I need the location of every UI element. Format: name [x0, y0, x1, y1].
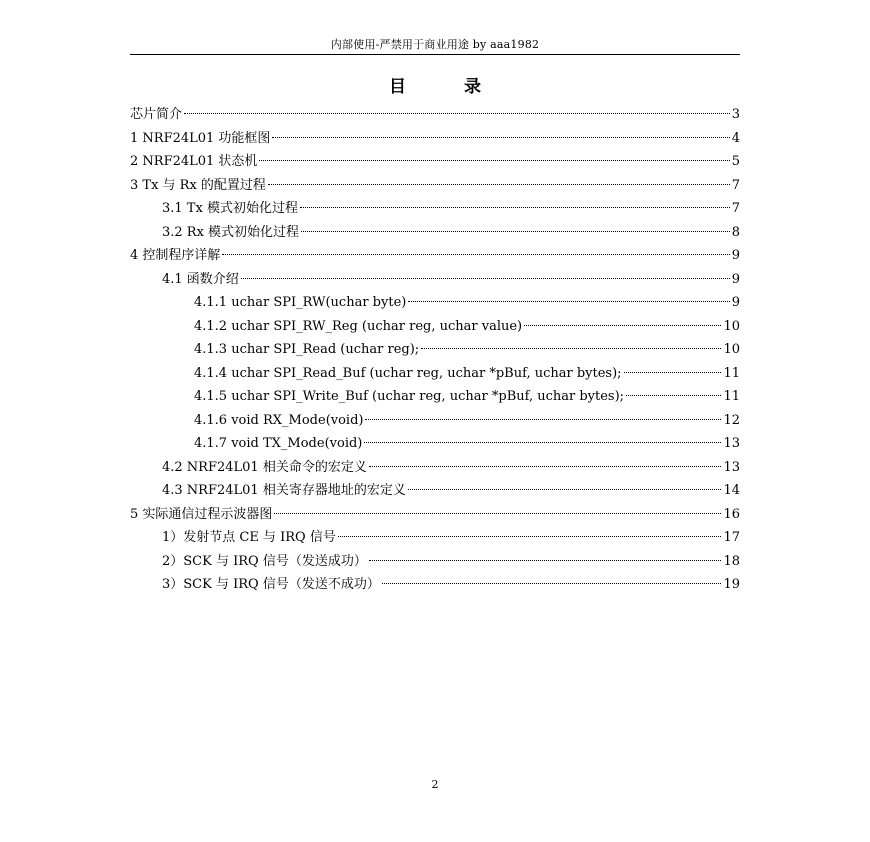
- toc-entry-page: 7: [731, 177, 740, 193]
- toc-entry-label: 芯片简介: [130, 107, 183, 122]
- toc-entry[interactable]: [130, 432, 740, 456]
- toc-entry-page: 13: [723, 436, 740, 451]
- toc-entry-page: 11: [723, 365, 740, 381]
- toc-entry-page: 11: [723, 389, 740, 404]
- toc-dot-leader: [408, 301, 729, 302]
- toc-entry-label: 4.1.4 uchar SPI_Read_Buf (uchar reg, uchar *pBuf, uchar bytes);: [194, 365, 622, 381]
- toc-entry[interactable]: [130, 362, 740, 386]
- toc-dot-leader: [338, 536, 722, 537]
- toc-entry-page: 4: [731, 130, 740, 146]
- toc-dot-leader: [382, 583, 722, 584]
- toc-entry[interactable]: [130, 150, 740, 174]
- toc-entry[interactable]: [130, 291, 740, 315]
- toc-entry-label: 4.1.5 uchar SPI_Write_Buf (uchar reg, uchar *pBuf, uchar bytes);: [194, 389, 625, 404]
- toc-entry-label: 4 控制程序详解: [130, 248, 221, 263]
- toc-entry-page: 12: [723, 412, 740, 428]
- toc-entry-label: 1）发射节点 CE 与 IRQ 信号: [162, 530, 336, 545]
- page-number: 2: [431, 778, 439, 791]
- toc-dot-leader: [421, 348, 721, 349]
- toc-entry-page: 8: [731, 224, 740, 240]
- toc-entry[interactable]: [130, 550, 740, 574]
- toc-entry-label: 4.1 函数介绍: [162, 271, 239, 287]
- toc-entry[interactable]: [130, 244, 740, 268]
- toc-entry-label: 3 Tx 与 Rx 的配置过程: [130, 177, 266, 193]
- toc-entry[interactable]: [130, 338, 740, 362]
- toc-entry-page: 13: [723, 459, 740, 475]
- toc-entry-label: 3.2 Rx 模式初始化过程: [162, 224, 300, 240]
- toc-dot-leader: [259, 160, 729, 161]
- toc-dot-leader: [222, 254, 729, 255]
- toc-entry[interactable]: [130, 503, 740, 527]
- toc-entry-label: 3.1 Tx 模式初始化过程: [162, 201, 298, 216]
- toc-entry[interactable]: [130, 526, 740, 550]
- toc-entry-page: 7: [731, 201, 740, 216]
- toc-entry[interactable]: [130, 103, 740, 127]
- toc-entry[interactable]: [130, 573, 740, 597]
- toc-entry-page: 18: [723, 553, 740, 569]
- toc-entry-page: 14: [723, 483, 740, 498]
- toc-entry-page: 5: [731, 154, 740, 169]
- toc-entry-label: 4.2 NRF24L01 相关命令的宏定义: [162, 459, 367, 475]
- toc-dot-leader: [268, 184, 730, 185]
- toc-entry-label: 2 NRF24L01 状态机: [130, 154, 258, 169]
- header-rule: [130, 54, 740, 55]
- toc-dot-leader: [301, 231, 730, 232]
- toc-entry-page: 3: [731, 107, 740, 122]
- toc-entry-page: 16: [723, 506, 740, 522]
- toc-entry-page: 9: [731, 271, 740, 287]
- toc-dot-leader: [408, 489, 722, 490]
- toc-entry-page: 10: [723, 342, 740, 357]
- toc-dot-leader: [365, 419, 721, 420]
- toc-entry[interactable]: [130, 127, 740, 151]
- toc-entry-label: 4.1.2 uchar SPI_RW_Reg (uchar reg, uchar value): [194, 318, 523, 334]
- toc-dot-leader: [300, 207, 730, 208]
- toc-dot-leader: [524, 325, 721, 326]
- toc-entry[interactable]: [130, 315, 740, 339]
- toc-entry-page: 9: [731, 248, 740, 263]
- toc-dot-leader: [369, 466, 722, 467]
- toc-entry-page: 19: [723, 577, 740, 592]
- toc-entry-label: 3）SCK 与 IRQ 信号（发送不成功）: [162, 577, 380, 592]
- toc-entry[interactable]: [130, 268, 740, 292]
- toc-entry-label: 4.1.7 void TX_Mode(void): [194, 436, 363, 451]
- toc-dot-leader: [364, 442, 721, 443]
- toc-dot-leader: [184, 113, 730, 114]
- toc-entry-page: 10: [723, 318, 740, 334]
- toc-dot-leader: [274, 513, 721, 514]
- toc-entry-label: 4.1.1 uchar SPI_RW(uchar byte): [194, 295, 407, 310]
- toc-entry-page: 17: [723, 530, 740, 545]
- table-of-contents: [130, 103, 740, 597]
- toc-title: 目 录: [389, 77, 507, 97]
- toc-dot-leader: [369, 560, 722, 561]
- toc-entry[interactable]: [130, 174, 740, 198]
- toc-entry[interactable]: [130, 385, 740, 409]
- toc-entry[interactable]: [130, 197, 740, 221]
- toc-entry-label: 4.3 NRF24L01 相关寄存器地址的宏定义: [162, 483, 406, 498]
- toc-entry-label: 5 实际通信过程示波器图: [130, 506, 273, 522]
- toc-dot-leader: [626, 395, 721, 396]
- toc-dot-leader: [272, 137, 729, 138]
- toc-entry[interactable]: [130, 409, 740, 433]
- toc-dot-leader: [241, 278, 730, 279]
- toc-entry[interactable]: [130, 221, 740, 245]
- toc-entry-label: 4.1.3 uchar SPI_Read (uchar reg);: [194, 342, 420, 357]
- toc-dot-leader: [624, 372, 722, 373]
- toc-entry-page: 9: [731, 295, 740, 310]
- toc-entry[interactable]: [130, 479, 740, 503]
- toc-entry-label: 4.1.6 void RX_Mode(void): [194, 412, 364, 428]
- toc-entry[interactable]: [130, 456, 740, 480]
- toc-entry-label: 2）SCK 与 IRQ 信号（发送成功）: [162, 553, 367, 569]
- toc-entry-label: 1 NRF24L01 功能框图: [130, 130, 271, 146]
- page-header: 内部使用-严禁用于商业用途 by aaa1982: [330, 38, 540, 51]
